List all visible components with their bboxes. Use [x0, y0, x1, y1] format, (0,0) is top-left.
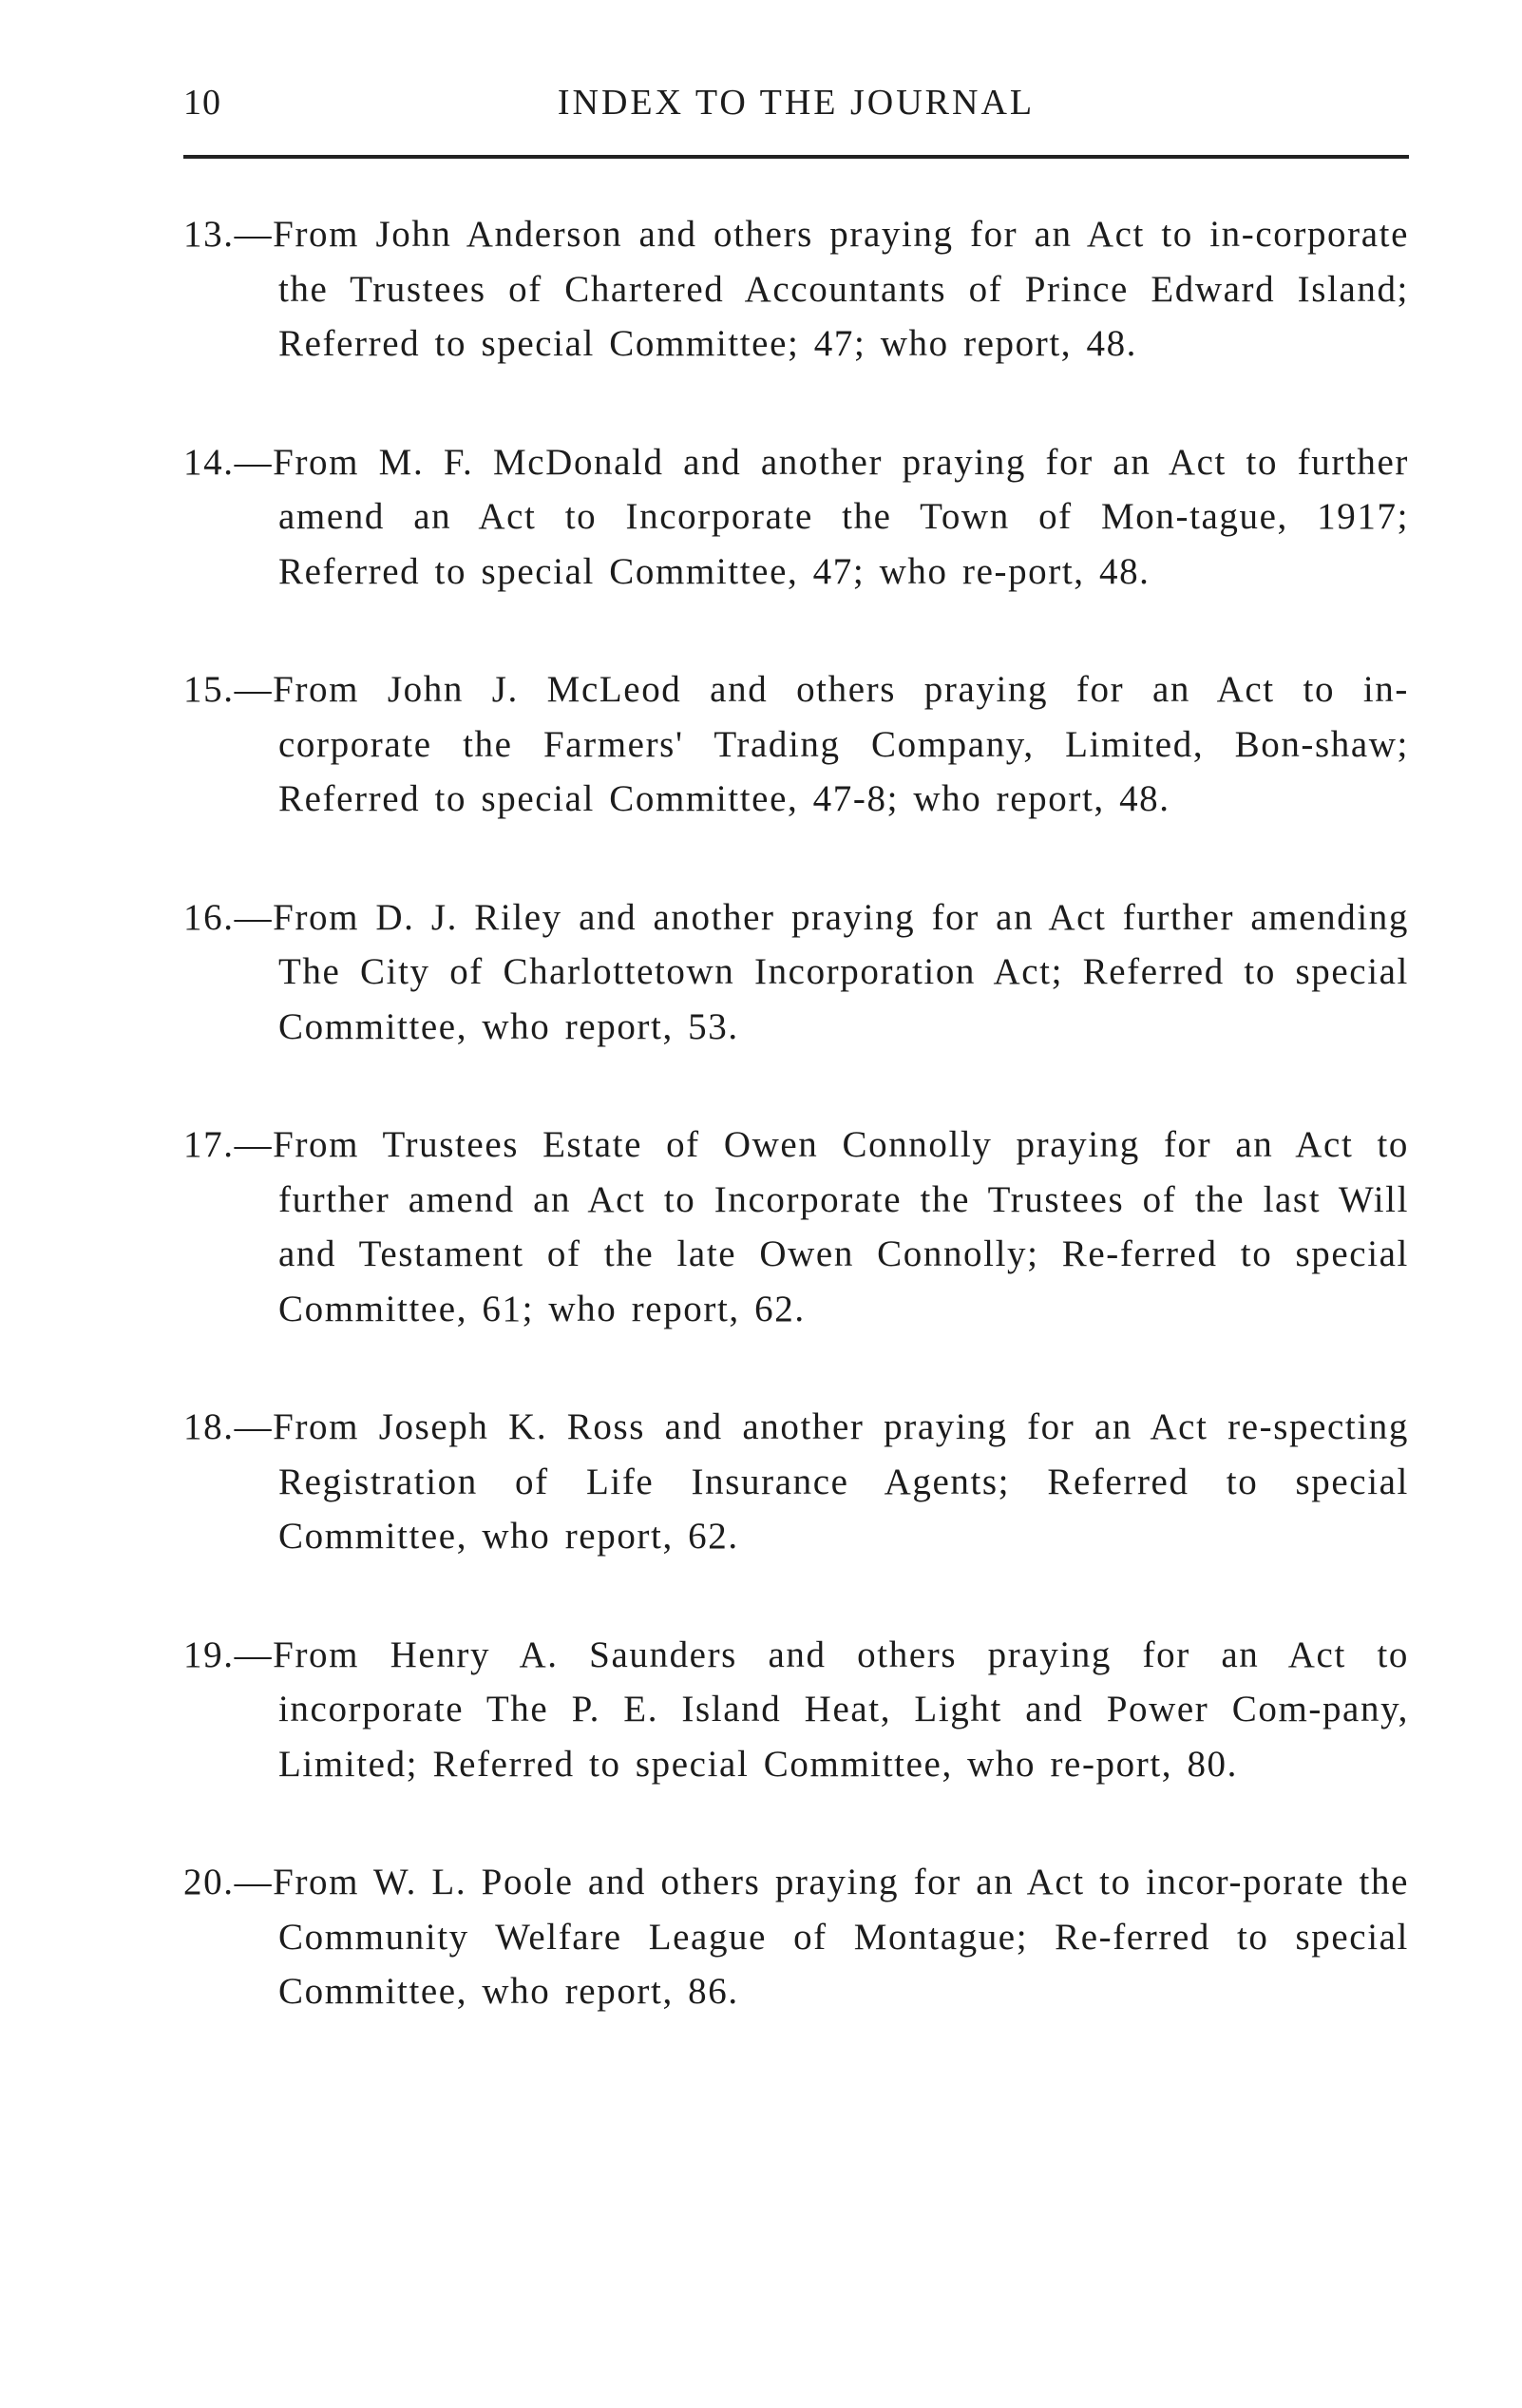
index-entry-19 [183, 1628, 1409, 1792]
entry-text: From Henry A. Saunders and others praying for an Act to incorporate The P. E. Island Heat, Light and Power Com-pany, Limited; Referred to special Committee, who re-port, 80. [273, 1634, 1409, 1785]
entry-dash: — [234, 441, 274, 483]
entry-number: 20. [183, 1862, 235, 1902]
entry-dash: — [234, 1634, 274, 1675]
header-rule [183, 155, 1409, 159]
running-head-title: INDEX TO THE JOURNAL [557, 83, 1036, 123]
entry-number: 19. [183, 1634, 235, 1675]
entry-dash: — [234, 669, 274, 710]
entry-text: From Joseph K. Ross and another praying for an Act re-specting Registration of Life Insurance Agents; Referred to special Committee, who report, 62. [273, 1406, 1409, 1557]
entry-text: From Trustees Estate of Owen Connolly praying for an Act to further amend an Act to Incorporate the Trustees of the last Will and Testament of the late Owen Connolly; Re-ferred to special Committee, 61; who report, 62. [273, 1124, 1409, 1329]
index-entry-20 [183, 1855, 1409, 2019]
entry-text: From John Anderson and others praying for an Act to in-corporate the Trustees of Chartered Accountants of Prince Edward Island; Referred to special Committee; 47; who report, 48. [273, 214, 1409, 364]
page-number: 10 [183, 83, 221, 123]
entry-number: 14. [183, 441, 235, 483]
entry-text: From W. L. Poole and others praying for an Act to incor-porate the Community Welfare League of Montague; Re-ferred to special Committee, who report, 86. [273, 1862, 1409, 2012]
entry-dash: — [234, 1406, 274, 1447]
index-entry-18 [183, 1400, 1409, 1564]
entry-text: From M. F. McDonald and another praying for an Act to further amend an Act to Incorporate the Town of Mon-tague, 1917; Referred to special Committee, 47; who re-port, 48. [273, 441, 1409, 592]
entry-dash: — [234, 1862, 274, 1902]
entry-text: From John J. McLeod and others praying for an Act to in-corporate the Farmers' Trading Company, Limited, Bon-shaw; Referred to special Committee, 47-8; who report, 48. [273, 669, 1409, 819]
entry-number: 15. [183, 669, 235, 710]
entry-dash: — [234, 1124, 274, 1165]
index-entry-17 [183, 1118, 1409, 1336]
entry-dash: — [234, 214, 274, 255]
page-header [183, 82, 1409, 139]
entry-number: 18. [183, 1406, 235, 1447]
entry-dash: — [234, 896, 274, 938]
entry-number: 16. [183, 896, 235, 938]
entry-number: 13. [183, 214, 235, 255]
index-entry-16 [183, 890, 1409, 1055]
entry-text: From D. J. Riley and another praying for an Act further amending The City of Charlottetown Incorporation Act; Referred to special Committee, who report, 53. [273, 896, 1409, 1047]
index-entry-14 [183, 435, 1409, 600]
index-entry-13 [183, 207, 1409, 372]
index-entries [183, 207, 1409, 2083]
index-entry-15 [183, 662, 1409, 827]
entry-number: 17. [183, 1124, 235, 1165]
